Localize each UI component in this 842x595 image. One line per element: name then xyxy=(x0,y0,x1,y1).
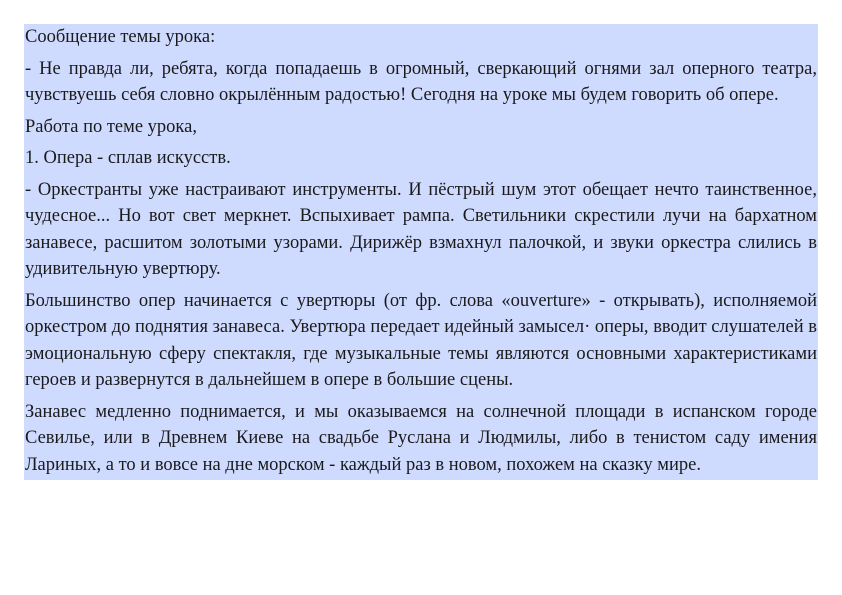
paragraph-orchestra: - Оркестранты уже настраивают инструменты. И пёстрый шум этот обещает нечто таинственное, чудесное... Но вот свет меркнет. Вспыхивает рампа. Светильники скрестили лучи на бархатном занавесе, расшитом золотыми узорами. Дирижёр взмахнул палочкой, и звуки оркестра слились в удивительную увертюру. xyxy=(25,179,817,279)
paragraph-opera-intro: - Не правда ли, ребята, когда попадаешь в огромный, сверкающий огнями зал оперного театра, чувствуешь себя словно окрылённым радостью! Сегодня на уроке мы будем говорить об опере. xyxy=(25,58,817,105)
paragraph-lesson-topic-heading: Сообщение темы урока: xyxy=(25,27,216,47)
paragraph-lesson-work-heading: Работа по теме урока, xyxy=(25,116,197,137)
highlighted-text-block xyxy=(24,24,818,480)
paragraph-section-one-heading: 1. Опера - сплав искусств. xyxy=(25,148,231,168)
paragraph-curtain: Занавес медленно поднимается, и мы оказываемся на солнечной площади в испанском городе Севилье, или в Древнем Киеве на свадьбе Руслана и Людмилы, либо в тенистом саду имения Лариных, а то и вовсе на дне морском - каждый раз в новом, похожем на сказку мире. xyxy=(25,401,817,475)
paragraph-overture: Большинство опер начинается с увертюры (от фр. слова «ouverture» - открывать), исполняемой оркестром до поднятия занавеса. Увертюра передает идейный замысел· оперы, вводит слушателей в эмоциональную сферу спектакля, где музыкальные темы являются основными характеристиками героев и развернутся в дальнейшем в опере в большие сцены. xyxy=(25,290,817,390)
